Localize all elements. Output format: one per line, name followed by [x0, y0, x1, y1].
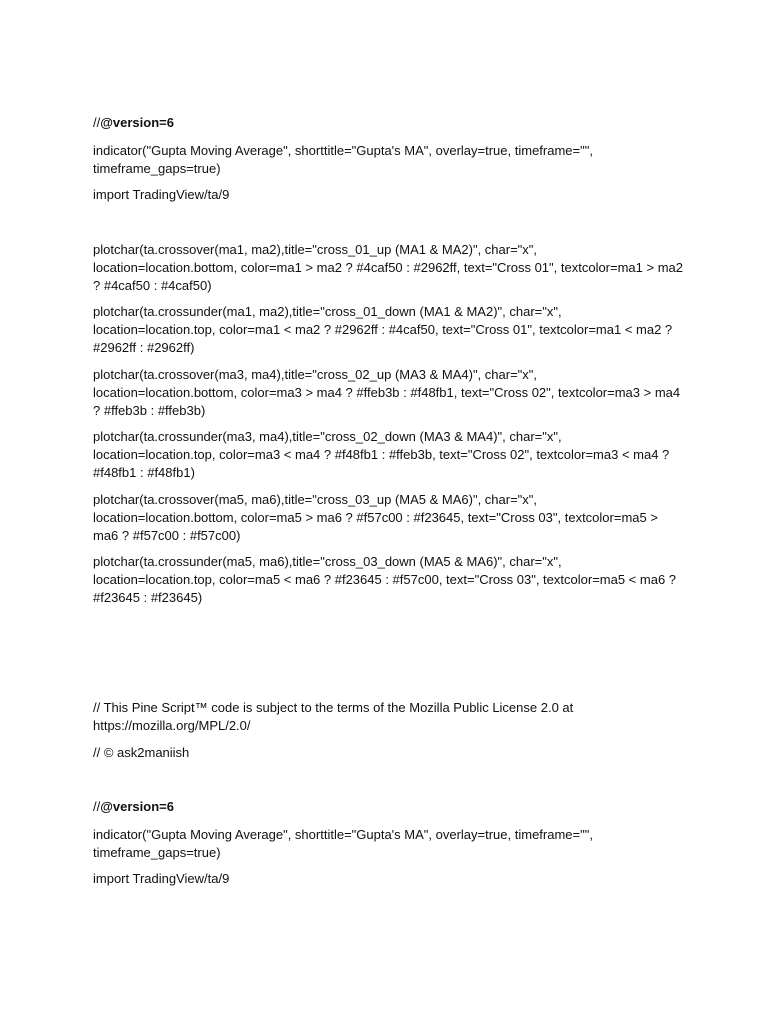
version-value: @version=6 — [100, 115, 174, 130]
import-line-1: import TradingView/ta/9 — [93, 187, 230, 202]
version-line-2 — [93, 798, 683, 816]
plotchar-line-1: plotchar(ta.crossover(ma1, ma2),title="cross_01_up (MA1 & MA2)", char="x", location=location.bottom, color=ma1 > ma2 ? #4caf50 : #2962ff, text="Cross 01", textcolor=ma1 > ma2 ? #4caf50 : #4caf50) — [93, 242, 683, 293]
version-line-1 — [93, 114, 683, 132]
version-prefix: // — [93, 799, 101, 814]
plotchar-line-3: plotchar(ta.crossover(ma3, ma4),title="cross_02_up (MA3 & MA4)", char="x", location=location.bottom, color=ma3 > ma4 ? #ffeb3b : #f48fb1, text="Cross 02", textcolor=ma3 > ma4 ? #ffeb3b : #ffeb3b) — [93, 367, 681, 418]
document-page — [93, 0, 683, 1024]
plotchar-line-6: plotchar(ta.crossunder(ma5, ma6),title="cross_03_down (MA5 & MA6)", char="x", location=location.top, color=ma5 < ma6 ? #f23645 : #f57c00, text="Cross 03", textcolor=ma5 < ma6 ? #f23645 : #f23645) — [93, 554, 677, 605]
indicator-line-1: indicator("Gupta Moving Average", shorttitle="Gupta's MA", overlay=true, timeframe="", timeframe_gaps=true) — [93, 143, 593, 176]
copyright-line: // © ask2maniish — [93, 745, 190, 760]
import-line-2: import TradingView/ta/9 — [93, 871, 230, 886]
version-prefix: // — [93, 115, 101, 130]
plotchar-line-4: plotchar(ta.crossunder(ma3, ma4),title="cross_02_down (MA3 & MA4)", char="x", location=location.top, color=ma3 < ma4 ? #f48fb1 : #ffeb3b, text="Cross 02", textcolor=ma3 < ma4 ? #f48fb1 : #f48fb1) — [93, 429, 670, 480]
license-line: // This Pine Script™ code is subject to the terms of the Mozilla Public License 2.0 at https://mozilla.org/MPL/2.0/ — [93, 700, 574, 733]
plotchar-line-5: plotchar(ta.crossover(ma5, ma6),title="cross_03_up (MA5 & MA6)", char="x", location=location.bottom, color=ma5 > ma6 ? #f57c00 : #f23645, text="Cross 03", textcolor=ma5 > ma6 ? #f57c00 : #f57c00) — [93, 492, 658, 543]
plotchar-line-2: plotchar(ta.crossunder(ma1, ma2),title="cross_01_down (MA1 & MA2)", char="x", location=location.top, color=ma1 < ma2 ? #2962ff : #4caf50, text="Cross 01", textcolor=ma1 < ma2 ? #2962ff : #2962ff) — [93, 304, 673, 355]
version-value: @version=6 — [100, 799, 174, 814]
indicator-line-2: indicator("Gupta Moving Average", shorttitle="Gupta's MA", overlay=true, timeframe="", timeframe_gaps=true) — [93, 827, 593, 860]
